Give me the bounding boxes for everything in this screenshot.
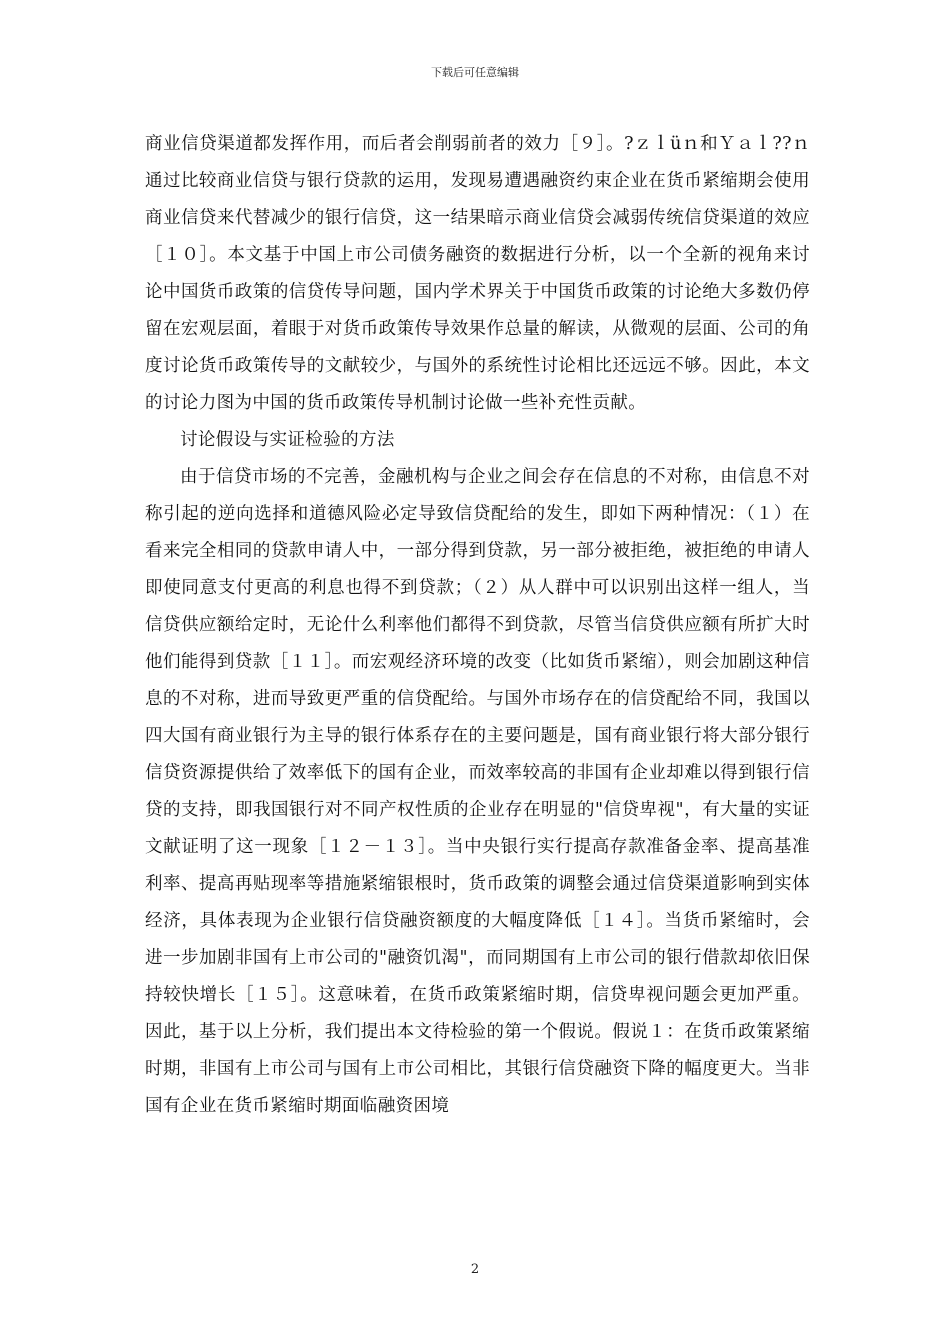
paragraph-hypothesis: 由于信贷市场的不完善，金融机构与企业之间会存在信息的不对称，由信息不对称引起的逆向选择和道德风险必定导致信贷配给的发生，即如下两种情况：（１）在看来完全相同的贷款申请人中，一部分得到贷款，另一部分被拒绝，被拒绝的申请人即使同意支付更高的利息也得不到贷款；（２）从人群中可以识别出这样一组人，当信贷供应额给定时，无论什么利率他们都得不到贷款，尽管当信贷供应额有所扩大时他们能得到贷款［１１］。而宏观经济环境的改变（比如货币紧缩），则会加剧这种信息的不对称，进而导致更严重的信贷配给。与国外市场存在的信贷配给不同，我国以四大国有商业银行为主导的银行体系存在的主要问题是，国有商业银行将大部分银行信贷资源提供给了效率低下的国有企业，而效率较高的非国有企业却难以得到银行信贷的支持，即我国银行对不同产权性质的企业存在明显的"信贷卑视"，有大量的实证文献证明了这一现象［１２－１３］。当中央银行实行提高存款准备金率、提高基准利率、提高再贴现率等措施紧缩银根时，货币政策的调整会通过信贷渠道影响到实体经济，具体表现为企业银行信贷融资额度的大幅度降低［１４］。当货币紧缩时，会进一步加剧非国有上市公司的"融资饥渴"，而同期国有上市公司的银行借款却依旧保持较快增长［１５］。这意味着，在货币政策紧缩时期，信贷卑视问题会更加严重。因此，基于以上分析，我们提出本文待检验的第一个假说。假说１：在货币政策紧缩时期，非国有上市公司与国有上市公司相比，其银行信贷融资下降的幅度更大。当非国有企业在货币紧缩时期面临融资困境 <box>145 467 810 1116</box>
page-number: 2 <box>470 1262 480 1277</box>
document-body <box>145 126 810 1125</box>
page-header: 下载后可任意编辑 <box>431 66 519 79</box>
paragraph-continuation: 商业信贷渠道都发挥作用，而后者会削弱前者的效力［９］。?ｚｌüｎ和Ｙａｌ??ｎ通过比较商业信贷与银行贷款的运用，发现易遭遇融资约束企业在货币紧缩期会使用商业信贷来代替减少的银行信贷，这一结果暗示商业信贷会减弱传统信贷渠道的效应［１０］。本文基于中国上市公司债务融资的数据进行分析，以一个全新的视角来讨论中国货币政策的信贷传导问题，国内学术界关于中国货币政策的讨论绝大多数仍停留在宏观层面，着眼于对货币政策传导效果作总量的解读，从微观的层面、公司的角度讨论货币政策传导的文献较少，与国外的系统性讨论相比还远远不够。因此，本文的讨论力图为中国的货币政策传导机制讨论做一些补充性贡献。 <box>145 134 810 413</box>
section-heading: 讨论假设与实证检验的方法 <box>180 430 395 450</box>
